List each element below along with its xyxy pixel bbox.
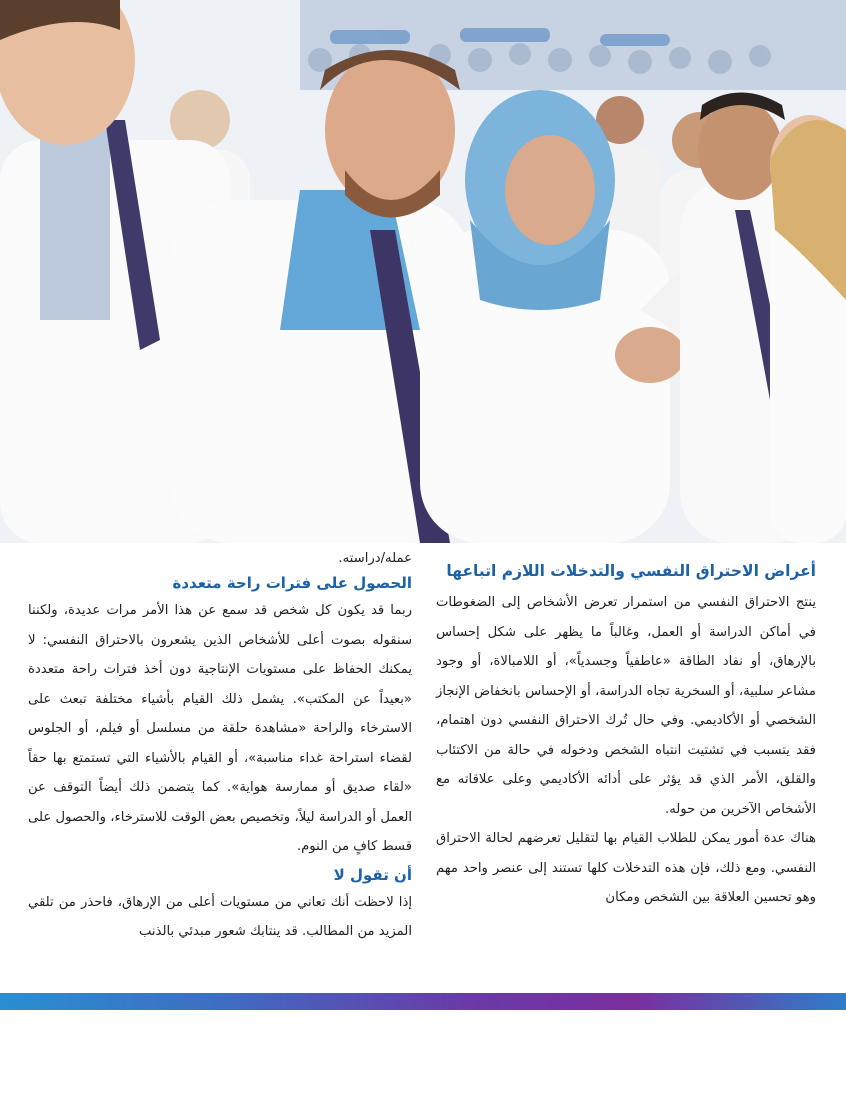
paragraph-breaks: ربما قد يكون كل شخص قد سمع عن هذا الأمر مرات عديدة، ولكننا سنقوله بصوت أعلى للأشخاص الذين يشعرون بالاحتراق النفسي: لا يمكنك الحفاظ على مستويات الإنتاجية دون أخذ فترات راحة متعددة «بعيداً عن المكتب». يشمل ذلك القيام بأشياء مختلفة تبعث على الاسترخاء والراحة «مشاهدة حلقة من مسلسل أو فيلم، أو الجلوس لقضاء استراحة غداء مناسبة»، أو القيام بالأشياء التي تستمتع بها حقاً «لقاء صديق أو ممارسة هواية». كما يتضمن ذلك أيضاً التوقف عن العمل أو الدراسة ليلاً، وتخصيص بعض الوقت للاسترخاء، والحصول على قسط كافٍ من النوم.: [28, 603, 412, 854]
ceremony-illustration: [0, 0, 846, 543]
section-heading-breaks: الحصول على فترات راحة متعددة: [172, 574, 412, 592]
footer-gradient-bar: [0, 993, 846, 1010]
article-text: [0, 543, 846, 993]
continuation-text: عمله/دراسته.: [338, 551, 412, 566]
left-column: [28, 548, 412, 947]
paragraph-symptoms: ينتج الاحتراق النفسي من استمرار تعرض الأشخاص إلى الضغوطات في أماكن الدراسة أو العمل، وغالباً ما يظهر على شكل إحساس بالإرهاق، أو نفاد الطاقة «عاطفياً وجسدياً»، أو اللامبالاة، أو وجود مشاعر سلبية، أو السخرية تجاه الدراسة، أو الإحساس بانخفاض الإنجاز الشخصي أو الأكاديمي. وفي حال تُرك الاحتراق النفسي دون اهتمام، فقد يتسبب في تشتيت انتباه الشخص ودخوله في حالة من الاكتئاب والقلق، الأمر الذي قد يؤثر على أدائه الأكاديمي وعلى علاقاته مع الأشخاص الآخرين من حوله.: [436, 595, 816, 817]
section-heading-symptoms: أعراض الاحتراق النفسي والتدخلات اللازم اتباعها: [446, 562, 816, 580]
paragraph-say-no: إذا لاحظت أنك تعاني من مستويات أعلى من الإرهاق، فاحذر من تلقي المزيد من المطالب. قد ينتابك شعور مبدئي بالذنب: [28, 894, 412, 939]
paragraph-interventions: هناك عدة أمور يمكن للطلاب القيام بها لتقليل تعرضهم لحالة الاحتراق النفسي. ومع ذلك، فإن هذه التدخلات كلها تستند إلى عنصر واحد مهم وهو تحسين العلاقة بين الشخص ومكان: [436, 831, 816, 905]
right-column: [436, 548, 816, 913]
hero-photo: [0, 0, 846, 543]
section-heading-say-no: أن تقول لا: [333, 865, 412, 884]
